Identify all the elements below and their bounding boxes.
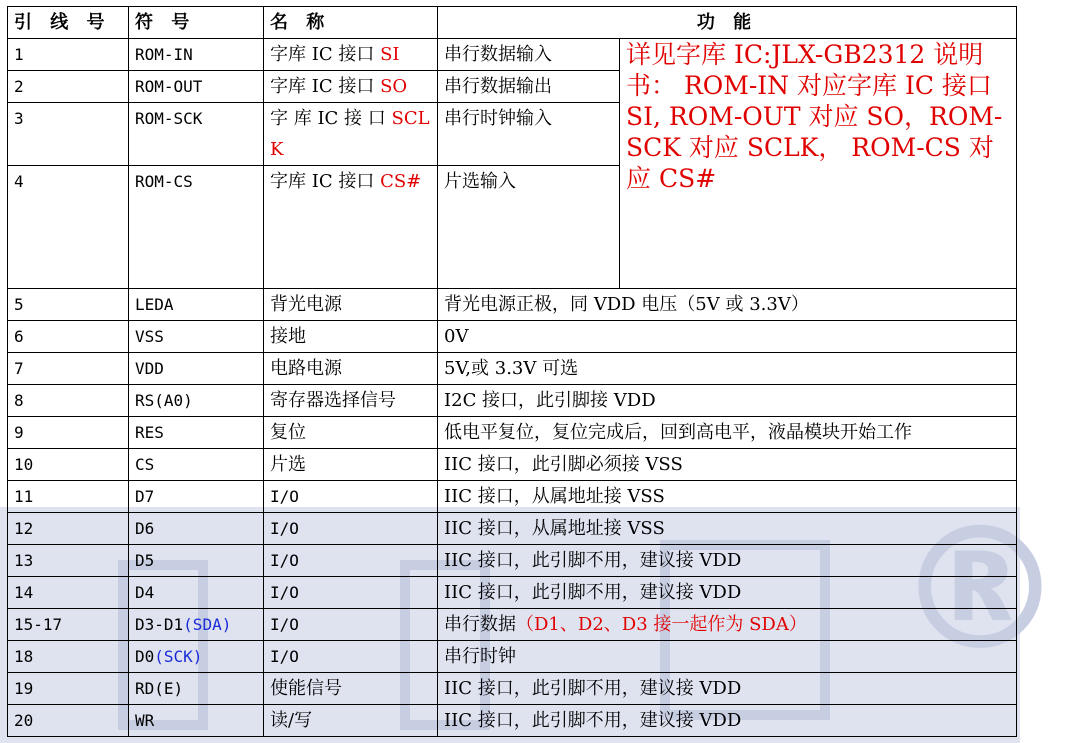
table-row: [8, 321, 1017, 353]
pin-name-signal: SI: [380, 44, 400, 65]
pin-name: [264, 39, 438, 71]
pin-symbol: RES: [129, 417, 264, 449]
header-name: 名 称: [264, 7, 438, 39]
pin-name: 读/写: [264, 705, 438, 737]
pin-number: 18: [8, 641, 129, 673]
pin-name: 使能信号: [264, 673, 438, 705]
pin-symbol: ROM-IN: [129, 39, 264, 71]
pin-symbol-text: D3-D1: [135, 615, 184, 634]
pin-number: 12: [8, 513, 129, 545]
pin-number: 2: [8, 71, 129, 103]
table-row: [8, 641, 1017, 673]
pin-function: IIC 接口，从属地址接 VSS: [438, 481, 1017, 513]
pin-symbol-text: D0: [135, 647, 155, 666]
pin-number: 5: [8, 289, 129, 321]
header-symbol: 符 号: [129, 7, 264, 39]
pin-name-text: 字库 IC 接口: [270, 76, 381, 97]
table-row: [8, 673, 1017, 705]
pin-name: 接地: [264, 321, 438, 353]
table-header-row: [8, 7, 1017, 39]
pin-function: 串行数据输出: [438, 71, 620, 103]
table-row: [8, 449, 1017, 481]
pin-number: 9: [8, 417, 129, 449]
pin-number: 3: [8, 103, 129, 166]
pin-name: I/O: [264, 577, 438, 609]
pin-number: 1: [8, 39, 129, 71]
pin-name: 片选: [264, 449, 438, 481]
pin-name: I/O: [264, 609, 438, 641]
pin-symbol: D5: [129, 545, 264, 577]
pin-symbol: VSS: [129, 321, 264, 353]
header-function: 功 能: [438, 7, 1017, 39]
pin-symbol: VDD: [129, 353, 264, 385]
table-row: [8, 481, 1017, 513]
pin-symbol: RD(E): [129, 673, 264, 705]
pin-number: 10: [8, 449, 129, 481]
pin-name: I/O: [264, 641, 438, 673]
pin-symbol: WR: [129, 705, 264, 737]
pin-function-note: （D1、D2、D3 接一起作为 SDA）: [516, 614, 807, 635]
table-row: [8, 577, 1017, 609]
pin-name-text: 字库 IC 接口: [270, 44, 381, 65]
pin-name: 复位: [264, 417, 438, 449]
pin-function: 串行数据输入: [438, 39, 620, 71]
pin-name: I/O: [264, 481, 438, 513]
pin-function: I2C 接口，此引脚接 VDD: [438, 385, 1017, 417]
pin-name-signal: CS#: [380, 171, 422, 192]
pin-number: 8: [8, 385, 129, 417]
pin-symbol: D4: [129, 577, 264, 609]
table-row: [8, 513, 1017, 545]
pin-name: I/O: [264, 513, 438, 545]
pin-function: 串行时钟: [438, 641, 1017, 673]
pin-function: 串行时钟输入: [438, 103, 620, 166]
pin-number: 14: [8, 577, 129, 609]
pin-symbol: ROM-SCK: [129, 103, 264, 166]
rom-note: 详见字库 IC:JLX-GB2312 说明书： ROM-IN 对应字库 IC 接口 SI, ROM-OUT 对应 SO，ROM-SCK 对应 SCLK， ROM-CS 对应 CS#: [620, 39, 1017, 289]
table-row: [8, 289, 1017, 321]
pin-function-text: 串行数据: [444, 614, 516, 635]
pin-number: 4: [8, 166, 129, 289]
pin-symbol: [129, 609, 264, 641]
header-pin: 引 线 号: [8, 7, 129, 39]
pin-number: 19: [8, 673, 129, 705]
pin-function: 低电平复位，复位完成后，回到高电平，液晶模块开始工作: [438, 417, 1017, 449]
pin-function: IIC 接口，从属地址接 VSS: [438, 513, 1017, 545]
pin-function: IIC 接口，此引脚不用，建议接 VDD: [438, 705, 1017, 737]
pin-symbol: [129, 641, 264, 673]
pin-function: IIC 接口，此引脚不用，建议接 VDD: [438, 577, 1017, 609]
pin-function: 0V: [438, 321, 1017, 353]
pin-function: 背光电源正极，同 VDD 电压（5V 或 3.3V）: [438, 289, 1017, 321]
pin-symbol: D7: [129, 481, 264, 513]
pin-number: 13: [8, 545, 129, 577]
pin-symbol: ROM-OUT: [129, 71, 264, 103]
pin-name: 电路电源: [264, 353, 438, 385]
table-row: [8, 609, 1017, 641]
pin-name: [264, 166, 438, 289]
registered-trademark-icon: ®: [895, 491, 1065, 689]
pin-symbol: RS(A0): [129, 385, 264, 417]
pin-name: [264, 103, 438, 166]
table-row: [8, 39, 1017, 71]
pin-symbol-signal: (SCK): [154, 647, 203, 666]
table-row: [8, 353, 1017, 385]
pin-name-signal: SO: [380, 76, 408, 97]
pin-function: IIC 接口，此引脚不用，建议接 VDD: [438, 545, 1017, 577]
pin-symbol-signal: (SDA): [183, 615, 232, 634]
pin-symbol: LEDA: [129, 289, 264, 321]
pin-function: 片选输入: [438, 166, 620, 289]
table-row: [8, 545, 1017, 577]
pin-name-text: 字 库 IC 接 口: [270, 108, 392, 129]
table-row: [8, 417, 1017, 449]
pin-definition-table: [7, 6, 1017, 737]
pin-name: I/O: [264, 545, 438, 577]
pin-symbol: D6: [129, 513, 264, 545]
pin-symbol: ROM-CS: [129, 166, 264, 289]
pin-number: 11: [8, 481, 129, 513]
pin-number: 7: [8, 353, 129, 385]
pin-number: 15-17: [8, 609, 129, 641]
table-row: [8, 385, 1017, 417]
pin-name: [264, 71, 438, 103]
pin-function: 5V,或 3.3V 可选: [438, 353, 1017, 385]
pin-function: IIC 接口，此引脚必须接 VSS: [438, 449, 1017, 481]
pin-number: 20: [8, 705, 129, 737]
pin-name: 背光电源: [264, 289, 438, 321]
pin-function: [438, 609, 1017, 641]
pin-function: IIC 接口，此引脚不用，建议接 VDD: [438, 673, 1017, 705]
pin-number: 6: [8, 321, 129, 353]
pin-name: 寄存器选择信号: [264, 385, 438, 417]
table-row: [8, 705, 1017, 737]
pin-name-text: 字库 IC 接口: [270, 171, 381, 192]
pin-symbol: CS: [129, 449, 264, 481]
pin-name-signal: SCLK: [270, 108, 430, 160]
